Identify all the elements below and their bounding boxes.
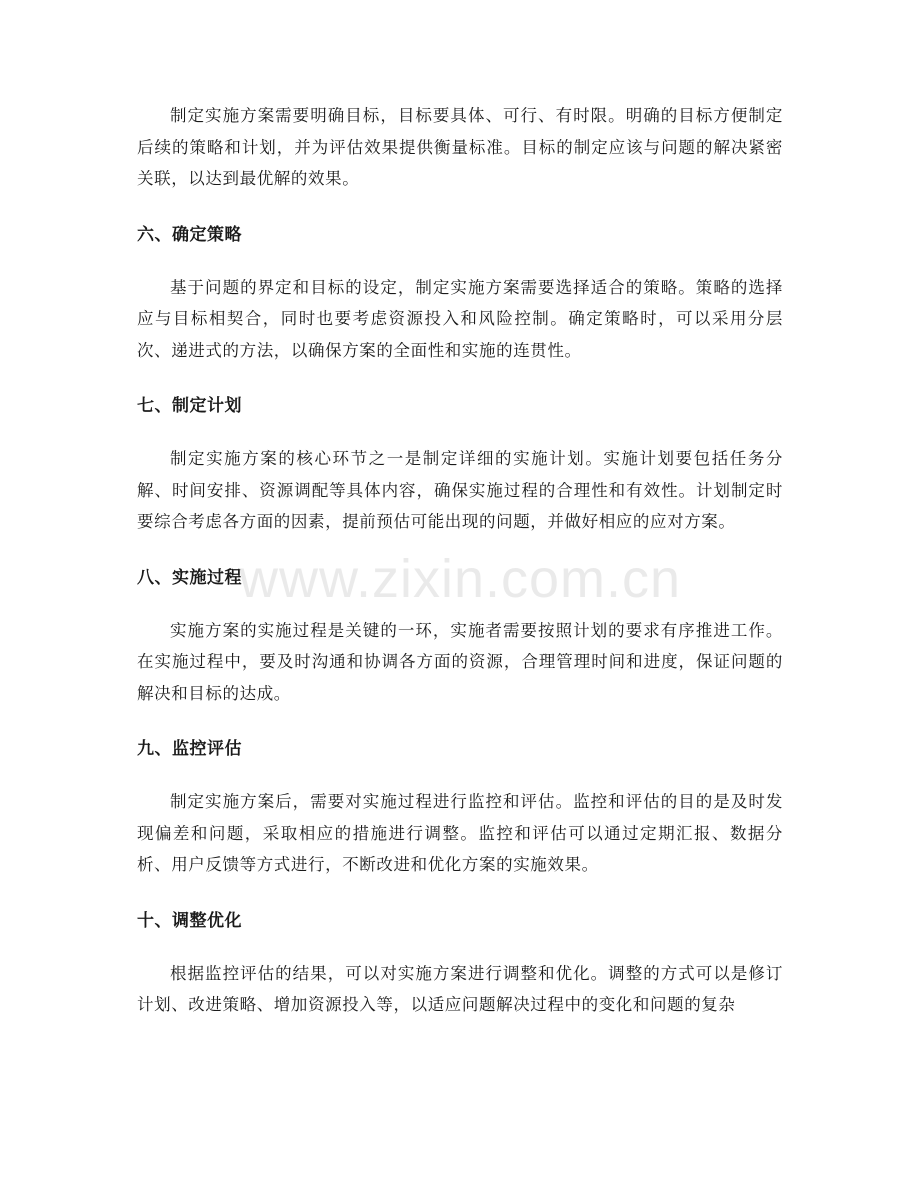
section-heading-implementation: 八、实施过程 bbox=[137, 567, 242, 588]
section-heading-monitoring: 九、监控评估 bbox=[137, 739, 242, 759]
section-heading-plan: 七、制定计划 bbox=[137, 396, 242, 416]
section-body-plan: 制定实施方案的核心环节之一是制定详细的实施计划。实施计划要包括任务分解、时间安排、资源调配等具体内容，确保实施过程的合理性和有效性。计划制定时要综合考虑各方面的因素，提前预估可能出现的问题，并做好相应的应对方案。 bbox=[137, 449, 783, 531]
intro-paragraph: 制定实施方案需要明确目标，目标要具体、可行、有时限。明确的目标方便制定后续的策略和计划，并为评估效果提供衡量标准。目标的制定应该与问题的解决紧密关联，以达到最优解的效果。 bbox=[137, 106, 783, 188]
section-heading-strategy: 六、确定策略 bbox=[137, 224, 242, 245]
section-body-implementation: 实施方案的实施过程是关键的一环，实施者需要按照计划的要求有序推进工作。在实施过程中，要及时沟通和协调各方面的资源，合理管理时间和进度，保证问题的解决和目标的达成。 bbox=[137, 620, 783, 703]
section-body-monitoring: 制定实施方案后，需要对实施过程进行监控和评估。监控和评估的目的是及时发现偏差和问题，采取相应的措施进行调整。监控和评估可以通过定期汇报、数据分析、用户反馈等方式进行，不断改进和优化方案的实施效果。 bbox=[137, 792, 783, 874]
watermark-text: www.zixin.com.cn bbox=[238, 549, 682, 609]
section-body-strategy: 基于问题的界定和目标的设定，制定实施方案需要选择适合的策略。策略的选择应与目标相契合，同时也要考虑资源投入和风险控制。确定策略时，可以采用分层次、递进式的方法，以确保方案的全面性和实施的连贯性。 bbox=[137, 277, 783, 360]
document-page bbox=[137, 100, 783, 1021]
section-heading-optimization: 十、调整优化 bbox=[137, 910, 242, 931]
section-body-optimization: 根据监控评估的结果，可以对实施方案进行调整和优化。调整的方式可以是修订计划、改进策略、增加资源投入等，以适应问题解决过程中的变化和问题的复杂 bbox=[137, 963, 783, 1014]
